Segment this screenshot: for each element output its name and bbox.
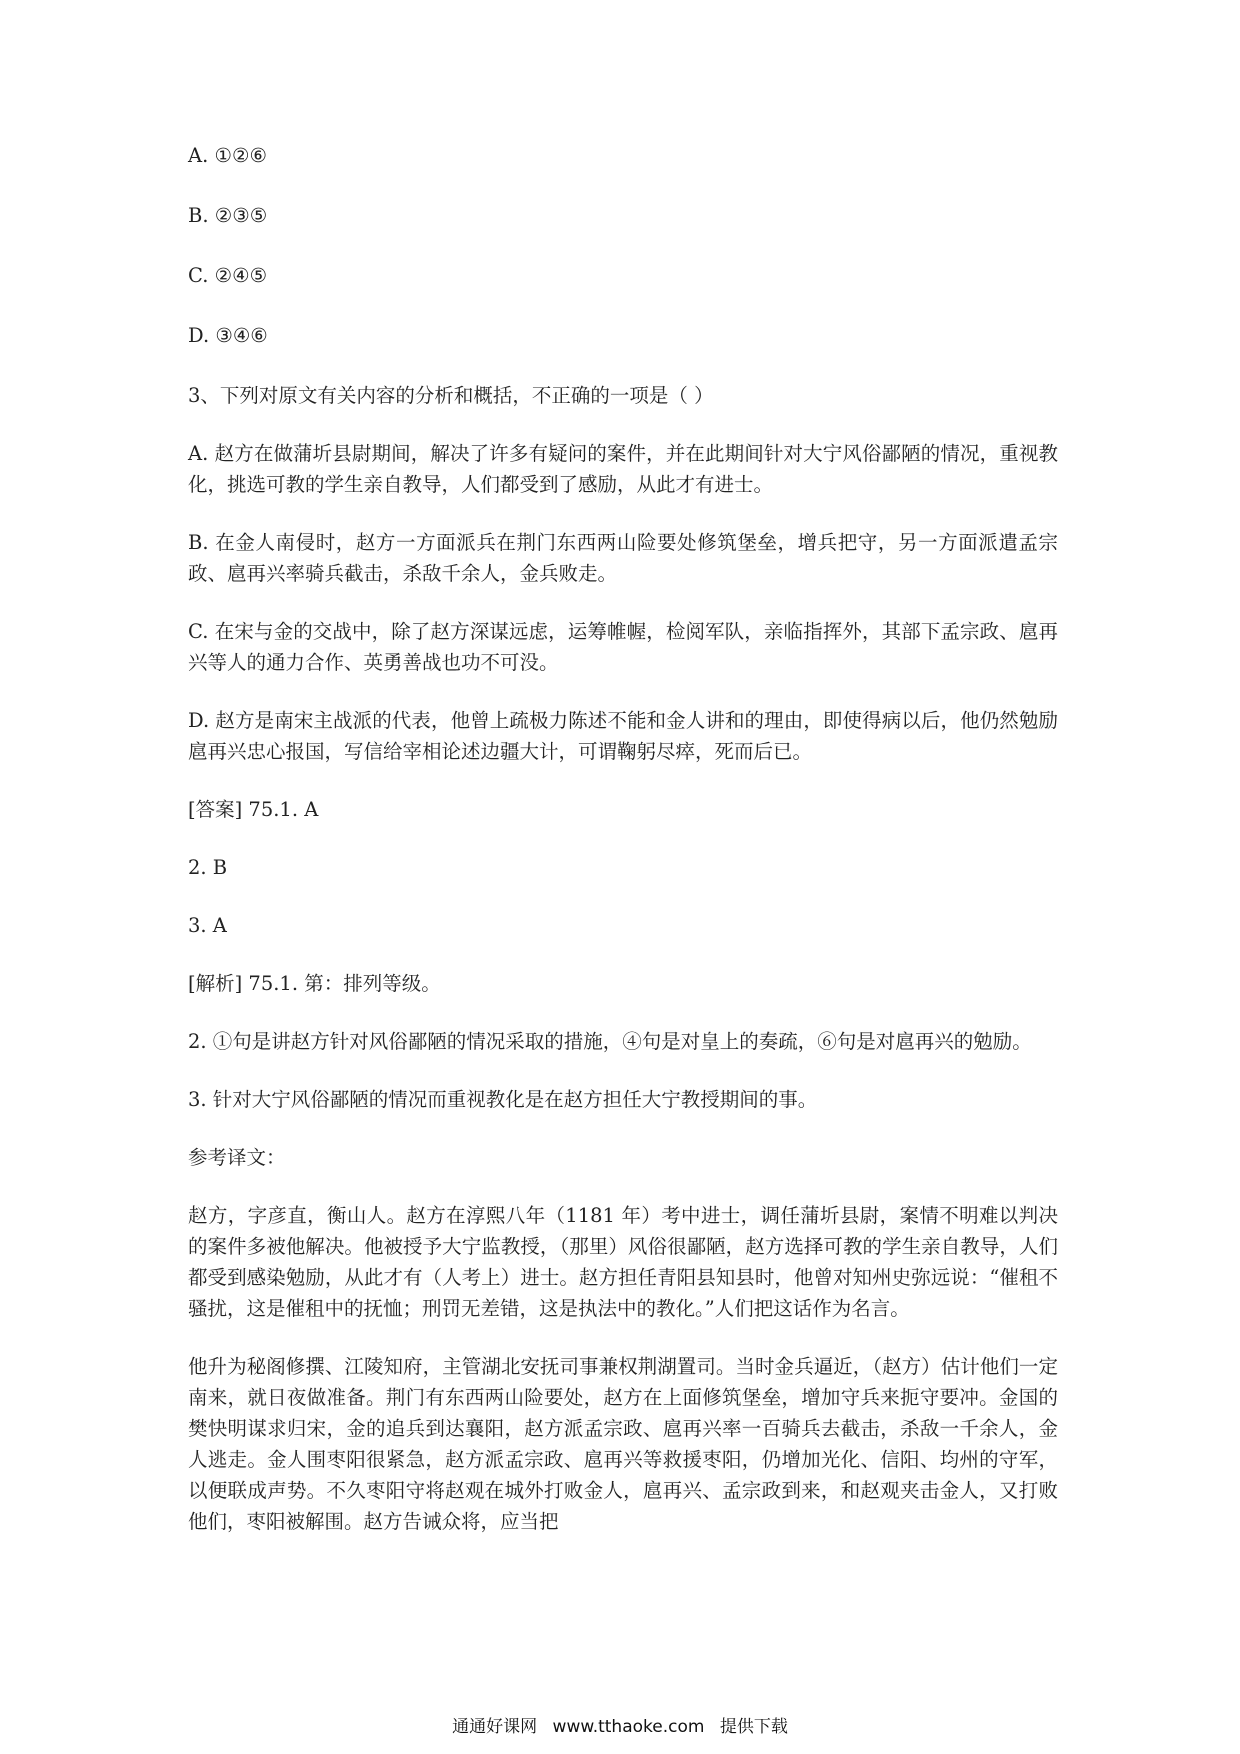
choice-d: D. 赵方是南宋主战派的代表，他曾上疏极力陈述不能和金人讲和的理由，即使得病以后，他仍然勉励扈再兴忠心报国，写信给宰相论述边疆大计，可谓鞠躬尽瘁，死而后已。	[188, 709, 1058, 763]
analysis-line-2: 2. ①句是讲赵方针对风俗鄙陋的情况采取的措施，④句是对皇上的奏疏，⑥句是对扈再兴的勉励。	[188, 1030, 1032, 1053]
question-3: 3、下列对原文有关内容的分析和概括，不正确的一项是（ ）	[188, 384, 714, 407]
option-d: D. ③④⑥	[188, 324, 268, 347]
document-page	[188, 140, 1058, 1564]
choice-b: B. 在金人南侵时，赵方一方面派兵在荆门东西两山险要处修筑堡垒，增兵把守，另一方面派遣孟宗政、扈再兴率骑兵截击，杀敌千余人，金兵败走。	[188, 531, 1058, 585]
option-a: A. ①②⑥	[188, 144, 267, 167]
choice-a: A. 赵方在做蒲圻县尉期间，解决了许多有疑问的案件，并在此期间针对大宁风俗鄙陋的情况，重视教化，挑选可教的学生亲自教导，人们都受到了感励，从此才有进士。	[188, 442, 1058, 496]
footer-url: www.tthaoke.com	[552, 1717, 705, 1737]
translation-paragraph-2: 他升为秘阁修撰、江陵知府，主管湖北安抚司事兼权荆湖置司。当时金兵逼近，（赵方）估计他们一定南来，就日夜做准备。荆门有东西两山险要处，赵方在上面修筑堡垒，增加守兵来扼守要冲。金国的樊快明谋求归宋，金的追兵到达襄阳，赵方派孟宗政、扈再兴率一百骑兵去截击，杀敌一千余人，金人逃走。金人围枣阳很紧急，赵方派孟宗政、扈再兴等救援枣阳，仍增加光化、信阳、均州的守军，以便联成声势。不久枣阳守将赵观在城外打败金人，扈再兴、孟宗政到来，和赵观夹击金人，又打败他们，枣阳被解围。赵方告诫众将，应当把	[188, 1355, 1058, 1533]
translation-heading: 参考译文：	[188, 1146, 286, 1169]
answer-line-1: [答案] 75.1. A	[188, 798, 319, 821]
answer-line-3: 3. A	[188, 914, 227, 937]
footer-note: 提供下载	[719, 1717, 788, 1737]
answer-line-2: 2. B	[188, 856, 228, 879]
analysis-line-3: 3. 针对大宁风俗鄙陋的情况而重视教化是在赵方担任大宁教授期间的事。	[188, 1088, 818, 1111]
choice-c: C. 在宋与金的交战中，除了赵方深谋远虑，运筹帷幄，检阅军队，亲临指挥外，其部下孟宗政、扈再兴等人的通力合作、英勇善战也功不可没。	[188, 620, 1058, 674]
option-b: B. ②③⑤	[188, 204, 268, 227]
footer-site-name: 通通好课网	[452, 1717, 538, 1737]
analysis-line-1: [解析] 75.1. 第：排列等级。	[188, 972, 441, 995]
page-footer	[0, 1712, 1240, 1737]
option-c: C. ②④⑤	[188, 264, 268, 287]
translation-paragraph-1: 赵方，字彦直，衡山人。赵方在淳熙八年（1181 年）考中进士，调任蒲圻县尉，案情不明难以判决的案件多被他解决。他被授予大宁监教授，（那里）风俗很鄙陋，赵方选择可教的学生亲自教导，人们都受到感染勉励，从此才有（人考上）进士。赵方担任青阳县知县时，他曾对知州史弥远说：“催租不骚扰，这是催租中的抚恤；刑罚无差错，这是执法中的教化。”人们把这话作为名言。	[188, 1204, 1058, 1320]
